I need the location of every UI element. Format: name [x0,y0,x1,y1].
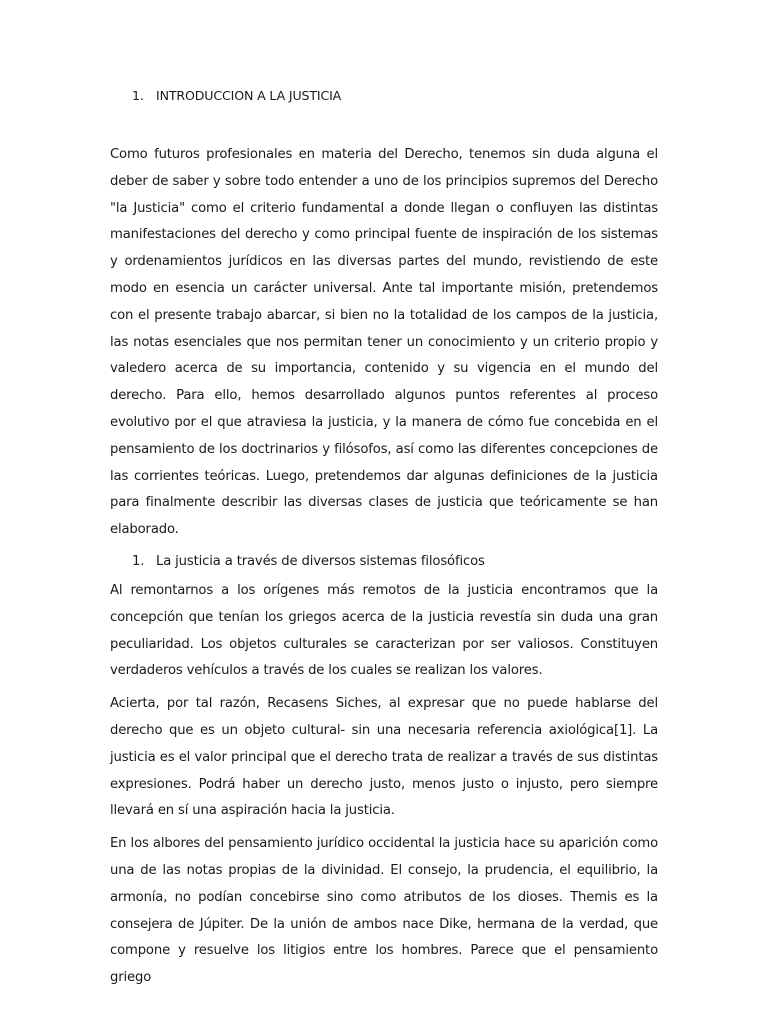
section-heading [132,86,658,106]
subheading-number: 1. [132,553,145,569]
body-paragraph: Acierta, por tal razón, Recasens Siches, al expresar que no puede hablarse del derecho que es un objeto cultural- sin una necesaria referencia axiológica[1]. La justicia es el valor principal que el derecho trata de realizar a través de sus distintas expresiones. Podrá haber un derecho justo, menos justo o injusto, pero siempre llevará en sí una aspiración hacia la justicia. [110,696,658,819]
body-paragraph: En los albores del pensamiento jurídico occidental la justicia hace su aparición como una de las notas propias de la divinidad. El consejo, la prudencia, el equilibrio, la armonía, no podían concebirse sino como atributos de los dioses. Themis es la consejera de Júpiter. De la unión de ambos nace Dike, hermana de la verdad, que compone y resuelve los litigios entre los hombres. Parece que el pensamiento griego [110,836,658,986]
body-paragraph: Al remontarnos a los orígenes más remotos de la justicia encontramos que la concepción que tenían los griegos acerca de la justicia revestía sin duda una gran peculiaridad. Los objetos culturales se caracterizan por ser valiosos. Constituyen verdaderos vehículos a través de los cuales se realizan los valores. [110,582,658,679]
heading-number: 1. [132,88,144,103]
subsection-heading [132,552,658,572]
intro-paragraph: Como futuros profesionales en materia del Derecho, tenemos sin duda alguna el deber de saber y sobre todo entender a uno de los principios supremos del Derecho "la Justicia" como el criterio fundamental a donde llegan o confluyen las distintas manifestaciones del derecho y como principal fuente de inspiración de los sistemas y ordenamientos jurídicos en las diversas partes del mundo, revistiendo de este modo en esencia un carácter universal. Ante tal importante misión, pretendemos con el presente trabajo abarcar, si bien no la totalidad de los campos de la justicia, las notas esenciales que nos permitan tener un conocimiento y un criterio propio y valedero acerca de su importancia, contenido y su vigencia en el mundo del derecho. Para ello, hemos desarrollado algunos puntos referentes al proceso evolutivo por el que atraviesa la justicia, y la manera de cómo fue concebida en el pensamiento de los doctrinarios y filósofos, así como las diferentes concepciones de las corrientes teóricas. Luego, pretendemos dar algunas definiciones de la justicia para finalmente describir las diversas clases de justicia que teóricamente se han elaborado. [110,147,658,538]
heading-text: INTRODUCCION A LA JUSTICIA [156,88,342,103]
subheading-text: La justicia a través de diversos sistemas filosóficos [156,553,485,569]
